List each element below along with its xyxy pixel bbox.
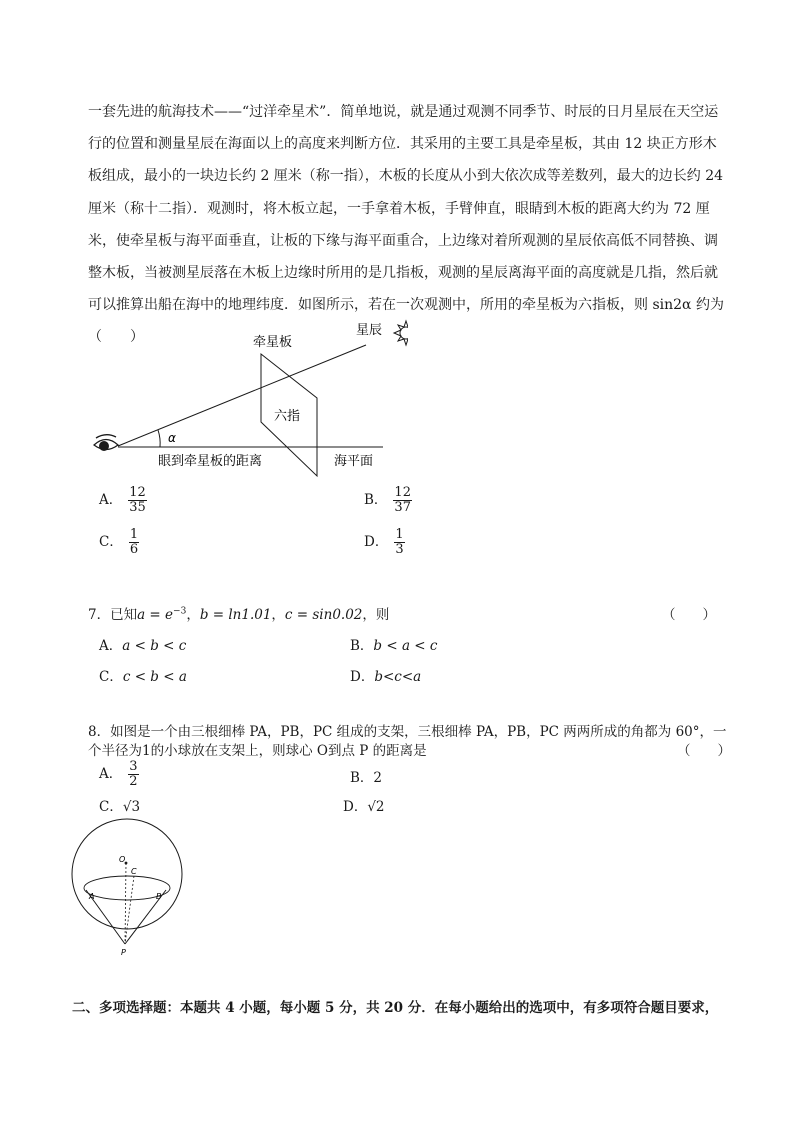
star-label: 星辰 (356, 323, 383, 338)
option-letter: A． (99, 766, 123, 782)
option-letter: A． (99, 638, 123, 654)
q7-option-d[interactable] (350, 665, 421, 685)
sphere-outline (72, 819, 182, 929)
question-6-text: 一套先进的航海技术——“过洋牵星术”．简单地说，就是通过观测不同季节、时辰的日月星辰在天空运行的位置和测量星辰在海面以上的高度来判断方位．其采用的主要工具是牵星板，其由 12 块正方形木板组成，最小的一块边长约 2 厘米（称一指），木板的长度从小到大依次成等差数列，最大的边长约 24 厘米（称十二指）．观测时，将木板立起，一手拿着木板，手臂伸直，眼睛到木板的距离大约为 72 厘米，使牵星板与海平面垂直，让板的下缘与海平面重合，上边缘对着所观测的星辰依高低不同替换、调整木板，当被测星辰落在木板上边缘时所用的是几指板，观测的星辰离海平面的高度就是几指，然后就可以推算出船在海中的地理纬度．如图所示，若在一次观测中，所用的牵星板为六指板，则 sin2α 约为（ ） (88, 104, 724, 346)
q6-option-b[interactable] (364, 486, 412, 515)
q8-option-c[interactable] (99, 795, 140, 815)
q6-option-c[interactable] (99, 528, 139, 557)
label-c: C (131, 867, 137, 876)
q7-a-exponent: −3 (173, 606, 187, 617)
fraction (129, 528, 139, 557)
option-text: c < b < a (122, 669, 187, 685)
denominator: 35 (129, 500, 146, 515)
numerator: 12 (129, 485, 146, 500)
option-text: a < b < c (122, 638, 187, 654)
sea-level-label: 海平面 (334, 454, 374, 469)
q7-a-expression: a = e (137, 607, 174, 623)
eye-icon (94, 435, 118, 451)
label-o: O (119, 855, 126, 864)
q6-option-d[interactable] (364, 528, 405, 557)
option-text: √2 (367, 799, 385, 815)
denominator: 3 (395, 542, 404, 557)
option-letter: C． (99, 799, 123, 815)
option-text: b<c<a (374, 669, 422, 685)
q7-option-b[interactable] (350, 634, 437, 654)
question-8-line-1: 8．如图是一个由三根细棒 PA，PB，PC 组成的支架，三根细棒 PA，PB，PC 两两所成的角都为 60°，一 (88, 724, 727, 740)
q8-option-a[interactable] (99, 760, 139, 789)
six-finger-label: 六指 (274, 409, 301, 424)
option-text: √3 (122, 799, 141, 815)
numerator: 3 (129, 759, 138, 774)
sphere-tripod-figure (68, 818, 188, 958)
q7-suffix: ，则 (362, 607, 390, 623)
q6-option-a[interactable] (99, 486, 147, 515)
option-letter: D． (364, 534, 389, 550)
board-label: 牵星板 (253, 335, 293, 350)
option-letter: B． (350, 770, 374, 786)
q7-b-expression: b = ln1.01 (199, 607, 272, 623)
sun-icon (394, 321, 408, 345)
option-text: 2 (373, 770, 383, 786)
q8-answer-paren: （ ） (677, 743, 731, 759)
alpha-arc (158, 430, 160, 447)
numerator: 1 (129, 527, 139, 542)
denominator: 37 (394, 500, 411, 515)
sight-line (118, 345, 366, 446)
fraction (393, 486, 412, 515)
label-a: A (89, 892, 95, 901)
option-letter: A． (99, 492, 123, 508)
q8-option-b[interactable] (350, 766, 382, 786)
option-letter: C． (99, 534, 123, 550)
numerator: 1 (395, 527, 404, 542)
q7-option-a[interactable] (99, 634, 186, 654)
option-letter: B． (350, 638, 374, 654)
q7-prefix: 7．已知 (88, 607, 138, 623)
option-letter: B． (364, 492, 388, 508)
q7-c-expression: c = sin0.02 (284, 607, 363, 623)
fraction (128, 486, 147, 515)
label-p: P (121, 948, 126, 957)
star-board-figure (88, 316, 408, 480)
alpha-label: α (168, 431, 176, 445)
fraction (128, 760, 138, 789)
q7-answer-paren: （ ） (662, 607, 716, 623)
option-text: b < a < c (373, 638, 438, 654)
fraction (394, 528, 404, 557)
numerator: 12 (394, 485, 411, 500)
question-8-line-2: 个半径为1的小球放在支架上，则球心 O到点 P 的距离是 (88, 743, 427, 759)
distance-label: 眼到牵星板的距离 (158, 454, 263, 469)
q8-option-d[interactable] (343, 795, 385, 815)
denominator: 6 (129, 542, 139, 557)
option-letter: D． (350, 669, 375, 685)
axis-op (125, 863, 126, 944)
denominator: 2 (129, 774, 138, 789)
q7-option-c[interactable] (99, 665, 187, 685)
label-b: B (156, 892, 162, 901)
section-2-heading: 二、多项选择题：本题共 4 小题，每小题 5 分，共 20 分．在每小题给出的选项中，有多项符合题目要求， (72, 1000, 719, 1016)
question-7-stem: 7．已知$a = e^{-3}$，b = ln1.01，c = sin0.02，则 (88, 606, 390, 623)
option-letter: C． (99, 669, 123, 685)
option-letter: D． (343, 799, 368, 815)
